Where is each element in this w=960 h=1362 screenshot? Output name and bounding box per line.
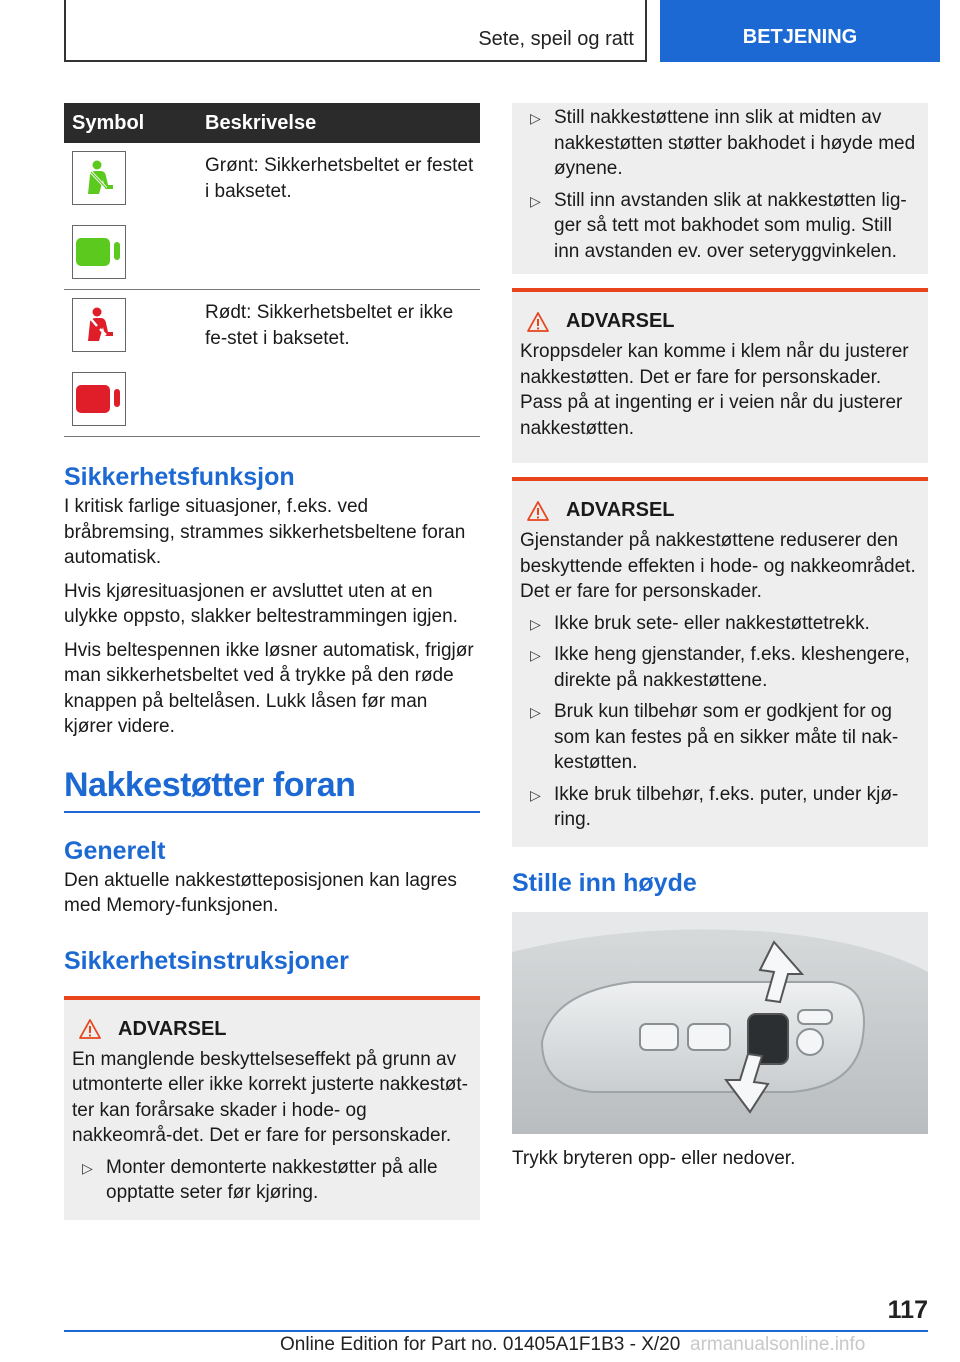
footer-edition: Online Edition for Part no. 01405A1F1B3 - X/20: [280, 1334, 681, 1355]
list-item: ▷ Still inn avstanden slik at nakkestøtten lig-ger så tett mot bakhodet som mulig. Still inn avstanden ev. over seteryggvinkelen.: [530, 189, 907, 262]
warning-list: [72, 1155, 472, 1206]
warning-title: ADVARSEL: [566, 499, 675, 521]
left-column: [64, 103, 480, 1220]
warning-text: Kroppsdeler kan komme i klem når du justerer nakkestøtten. Det er fare for personskader. Pass på at ingenting er i veien når du justerer nakkestøtten.: [520, 341, 909, 439]
seatbelt-unfastened-icon: [72, 298, 126, 352]
height-adjust-heading: Stille inn høyde: [512, 868, 697, 897]
warning-text: En manglende beskyttelseseffekt på grunn av utmonterte eller ikke korrekt justerte nakkestøt-ter kan forårsake skader i hode- og nakkeområ-det. Det er fare for personskader.: [72, 1048, 468, 1146]
list-item: ▷ Bruk kun tilbehør som er godkjent for og som kan festes på en sikker måte til nak-kestøtten.: [530, 701, 899, 773]
warning-box: [512, 288, 928, 463]
warning-title: ADVARSEL: [118, 1017, 227, 1040]
bullet-triangle-icon: ▷: [530, 110, 541, 126]
safety-instructions-heading: Sikkerhetsinstruksjoner: [64, 946, 349, 975]
bullet-triangle-icon: ▷: [530, 192, 541, 209]
warning-list: [520, 611, 920, 833]
warning-text: Gjenstander på nakkestøttene reduserer den beskyttende effekten i hode- og nakkeområdet. Det er fare for personskader.: [520, 530, 916, 602]
page-number: 117: [887, 1296, 928, 1324]
photo-caption: Trykk bryteren opp- eller nedover.: [512, 1147, 796, 1169]
safety-paragraph-1: I kritisk farlige situasjoner, f.eks. ved bråbremsing, strammes sikkerhetsbeltene foran automatisk.: [64, 496, 466, 568]
indicator-red-icon: [72, 372, 126, 426]
bullet-triangle-icon: ▷: [530, 704, 541, 720]
warning-title: ADVARSEL: [566, 310, 675, 332]
watermark: armanualsonline.info: [690, 1334, 866, 1355]
general-heading: Generelt: [64, 836, 166, 865]
list-item: ▷ Ikke bruk sete- eller nakkestøttetrekk.: [520, 611, 920, 637]
symbol-cell: [64, 143, 197, 290]
description-cell: Rødt: Sikkerhetsbeltet er ikke fe-stet i baksetet.: [197, 290, 480, 437]
table-row: [64, 290, 480, 437]
header-chapter-tab: BETJENING: [660, 0, 940, 62]
list-item: ▷ Ikke bruk tilbehør, f.eks. puter, under kjø-ring.: [530, 783, 899, 830]
safety-paragraph-2: Hvis kjøresituasjonen er avsluttet uten at en ulykke oppsto, slakker beltestrammingen igjen.: [64, 580, 458, 627]
steps-box: [512, 103, 928, 274]
seatbelt-fastened-icon: [72, 151, 126, 205]
symbol-table: [64, 103, 480, 437]
description-cell: Grønt: Sikkerhetsbeltet er festet i baksetet.: [197, 143, 480, 290]
seat-switch-photo: [512, 912, 928, 1134]
footer-rule: [64, 1330, 928, 1332]
bullet-triangle-icon: ▷: [530, 615, 541, 632]
indicator-green-icon: [72, 225, 126, 279]
col-header-symbol: Symbol: [64, 103, 197, 143]
right-column: [512, 103, 928, 1179]
bullet-triangle-icon: ▷: [530, 647, 541, 663]
symbol-cell: [64, 290, 197, 437]
list-item: ▷ Still nakkestøttene inn slik at midten av nakkestøtten støtter bakhodet i høyde med øynene.: [530, 107, 916, 179]
warning-box: [64, 996, 480, 1220]
table-row: [64, 143, 480, 290]
warning-box: [512, 477, 928, 847]
chapter-title: Nakkestøtter foran: [64, 766, 480, 813]
list-item: ▷ Ikke heng gjenstander, f.eks. kleshengere, direkte på nakkestøttene.: [530, 644, 910, 691]
warning-triangle-icon: [526, 500, 550, 522]
header-section-title: Sete, speil og ratt: [478, 28, 634, 50]
list-item: ▷ Monter demonterte nakkestøtter på alle opptatte seter før kjøring.: [82, 1156, 438, 1203]
warning-triangle-icon: [78, 1018, 102, 1040]
safety-paragraph-3: Hvis beltespennen ikke løsner automatisk, frigjør man sikkerhetsbeltet ved å trykke på den røde knappen på beltelåsen. Lukk låsen før man kjører videre.: [64, 639, 474, 737]
general-paragraph: Den aktuelle nakkestøtteposisjonen kan lagres med Memory-funksjonen.: [64, 869, 457, 916]
bullet-triangle-icon: ▷: [82, 1159, 93, 1176]
col-header-description: Beskrivelse: [197, 103, 480, 143]
warning-triangle-icon: [526, 311, 550, 333]
safety-function-heading: Sikkerhetsfunksjon: [64, 463, 295, 491]
bullet-triangle-icon: ▷: [530, 786, 541, 803]
